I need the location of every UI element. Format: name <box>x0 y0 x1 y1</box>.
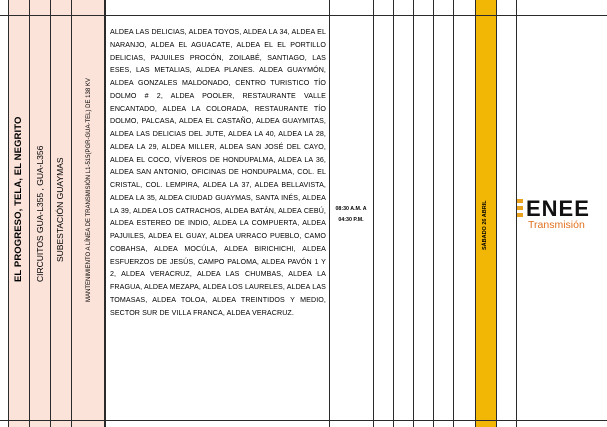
day-cell <box>393 0 413 427</box>
logo-subtitle: Transmisión <box>528 219 585 231</box>
substation-label: SUBESTACIÓN GUAYMAS <box>55 157 65 262</box>
day-cell <box>453 0 475 427</box>
time-start: 08:30 A.M. A <box>335 206 367 212</box>
work-description: MANTENIMIENTO A LÍNEA DE TRANSMISIÓN L1-515(PGR-GUA-TEL) DE 138 KV <box>86 78 92 302</box>
date-label: SÁBADO 26 ABRIL <box>482 200 488 250</box>
affected-places-text: ALDEA LAS DELICIAS, ALDEA TOYOS, ALDEA LA 34, ALDEA EL NARANJO, ALDEA EL AGUACATE, ALDEA EL EL PORTILLO DELICIAS, PAJUILES PROCÓN, ZOILABÉ, SANTIAGO, LAS ESES, LAS METALIAS, ALDEA PLANES. ALDEA GUAYMÓN, ALDEA GONZALES MALDONADO, CENTRO TURISTICO TÍO DOLMO # 2, ALDEA POOLER, RESTAURANTE VALLE ENCANTADO, ALDEA LA COLORADA, RESTAURANTE TÍO DOLMO, PALCASA, ALDEA EL CASTAÑO, ALDEA GUAYMITAS, ALDEA LAS DELICIAS DEL JUTE, ALDEA LA 40, ALDEA LA 28, ALDEA LA 29, ALDEA MILLER, ALDEA SAN JOSÉ DEL CAYO, ALDEA EL COCO, VÍVEROS DE HONDUPALMA, ALDEA LA 36, ALDEA SAN ANTONIO, OFICINAS DE HONDUPALMA, COL. EL CRISTAL, COL. LEMPIRA, ALDEA LA 37, ALDEA BELLAVISTA, ALDEA LA 35, ALDEA CIUDAD GUAYMAS, SANTA INÉS, ALDEA LA 39, ALDEA LOS CATRACHOS, ALDEA BATÁN, ALDEA CEBÚ, ALDEA ESTEREO DE INDIO, ALDEA LA COMPUERTA, ALDEA PAJUILES, ALDEA EL GUAY, ALDEA URRACO PUEBLO, CAMO COBAHSA, ALDEA MOCÚLA, ALDEA BIRICHICHI, ALDEA ESFUERZOS DE JESÚS, CAMPO PALOMA, ALDEA PAVÓN 1 Y 2, ALDEA VERACRUZ, ALDEA LAS CHUMBAS, ALDEA LA FRAGUA, ALDEA MEZAPA, ALDEA LOS LAURELES, ALDEA LAS TOMASAS, ALDEA TOLOA, ALDEA TREINTIDOS Y MEDIO, SECTOR SUR DE VILLA FRANCA, ALDEA VERACRUZ. <box>110 28 326 317</box>
zone-label: EL PROGRESO, TELA, EL NEGRITO <box>13 116 24 282</box>
time-range <box>331 204 371 226</box>
day-cell <box>496 0 516 427</box>
logo-word: ENEE <box>526 196 590 221</box>
day-cell <box>433 0 453 427</box>
time-end: 04:30 P.M. <box>338 217 364 223</box>
enee-logo-mark-icon <box>517 199 523 218</box>
day-cell <box>373 0 393 427</box>
circuits-label: CIRCUITOS GUA-L355 , GUA-L356 <box>35 145 45 282</box>
header-band <box>0 0 607 16</box>
day-cell <box>413 0 433 427</box>
table-bottom-rule <box>0 420 607 421</box>
enee-transmision-logo <box>517 196 605 232</box>
